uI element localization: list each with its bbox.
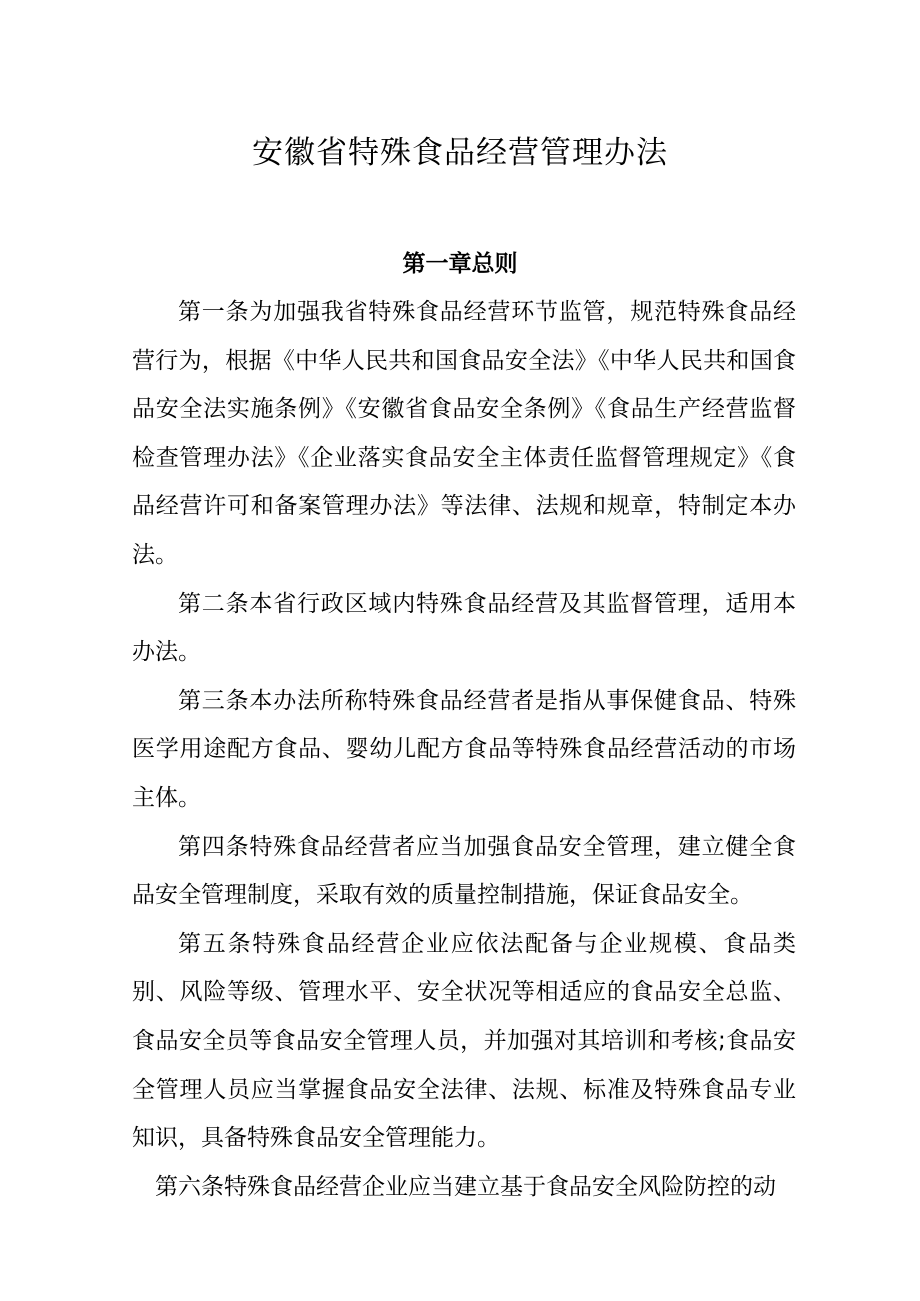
document-body <box>132 288 796 1211</box>
article-3: 第三条本办法所称特殊食品经营者是指从事保健食品、特殊医学用途配方食品、婴幼儿配方食品等特殊食品经营活动的市场主体。 <box>132 687 796 811</box>
article-1: 第一条为加强我省特殊食品经营环节监管，规范特殊食品经营行为，根据《中华人民共和国食品安全法》《中华人民共和国食品安全法实施条例》《安徽省食品安全条例》《食品生产经营监督检查管理办法》《企业落实食品安全主体责任监督管理规定》《食品经营许可和备案管理办法》等法律、法规和规章，特制定本办法。 <box>132 299 796 568</box>
article-5: 第五条特殊食品经营企业应依法配备与企业规模、食品类别、风险等级、管理水平、安全状况等相适应的食品安全总监、食品安全员等食品安全管理人员，并加强对其培训和考核;食品安全管理人员应当掌握食品安全法律、法规、标准及特殊食品专业知识，具备特殊食品安全管理能力。 <box>132 930 796 1152</box>
chapter-heading: 第一章总则 <box>402 251 518 277</box>
article-2: 第二条本省行政区域内特殊食品经营及其监督管理，适用本办法。 <box>132 590 796 666</box>
article-4: 第四条特殊食品经营者应当加强食品安全管理，建立健全食品安全管理制度，采取有效的质量控制措施，保证食品安全。 <box>132 833 796 909</box>
document-title: 安徽省特殊食品经营管理办法 <box>252 135 668 171</box>
article-6: 第六条特殊食品经营企业应当建立基于食品安全风险防控的动 <box>155 1173 776 1200</box>
